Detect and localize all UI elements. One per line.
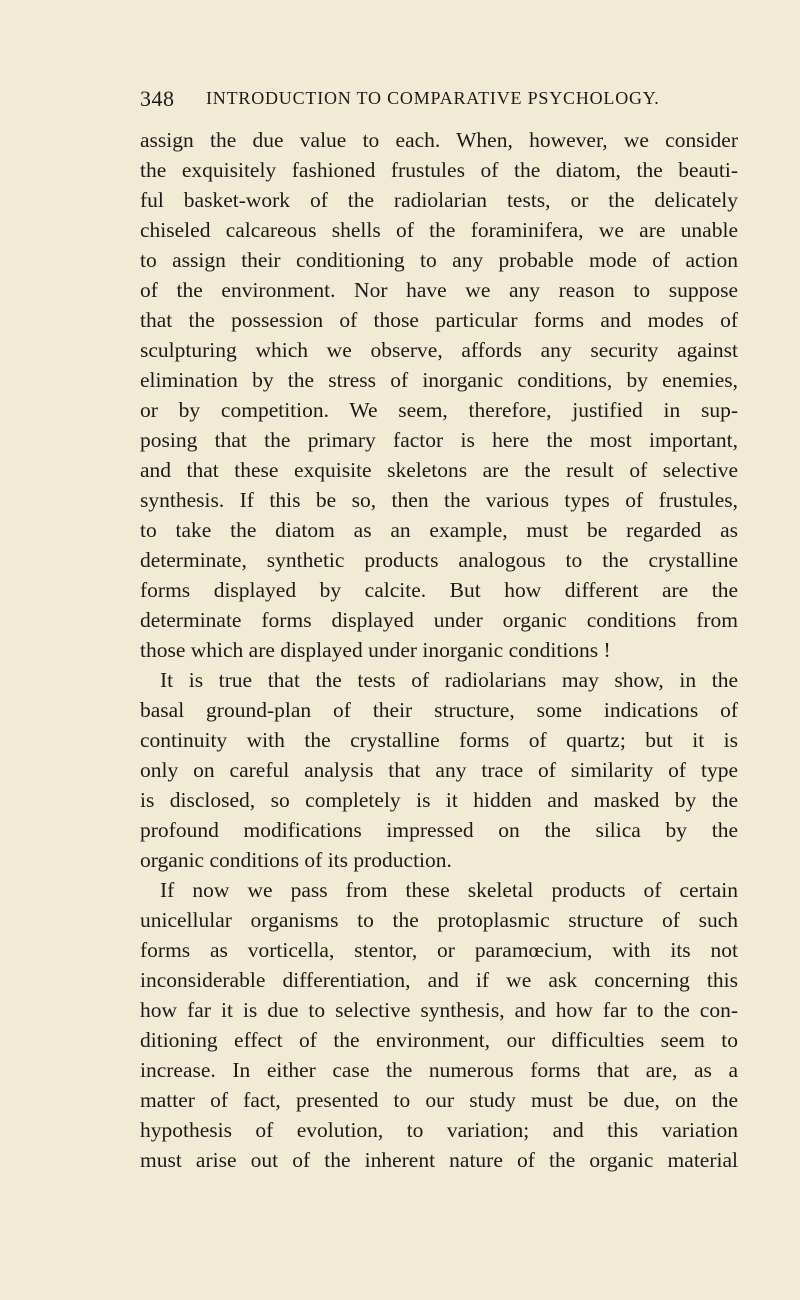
running-title: INTRODUCTION TO COMPARATIVE PSYCHOLOGY. [206, 88, 660, 108]
text-line: the exquisitely fashioned frustules of the diatom, the beauti- [140, 158, 738, 182]
text-line: unicellular organisms to the protoplasmic structure of such [140, 908, 738, 932]
text-line: ditioning effect of the environment, our difficulties seem to [140, 1028, 738, 1052]
text-line: is disclosed, so completely is it hidden and masked by the [140, 788, 738, 812]
text-line: posing that the primary factor is here the most important, [140, 428, 738, 452]
text-line: basal ground-plan of their structure, some indications of [140, 698, 738, 722]
text-line: It is true that the tests of radiolarians may show, in the [160, 668, 738, 692]
text-line: of the environment. Nor have we any reason to suppose [140, 278, 738, 302]
text-line: to take the diatom as an example, must be regarded as [140, 518, 738, 542]
text-line: that the possession of those particular forms and modes of [140, 308, 738, 332]
text-line: increase. In either case the numerous forms that are, as a [140, 1058, 738, 1082]
body-text [140, 125, 738, 1175]
text-line: continuity with the crystalline forms of quartz; but it is [140, 728, 738, 752]
text-line: organic conditions of its production. [140, 848, 452, 872]
text-line: hypothesis of evolution, to variation; and this variation [140, 1118, 738, 1142]
text-line: those which are displayed under inorganic conditions ! [140, 638, 611, 662]
text-line: If now we pass from these skeletal products of certain [160, 878, 738, 902]
text-line: and that these exquisite skeletons are the result of selective [140, 458, 738, 482]
text-line: to assign their conditioning to any probable mode of action [140, 248, 738, 272]
text-line: forms displayed by calcite. But how different are the [140, 578, 738, 602]
text-line: only on careful analysis that any trace of similarity of type [140, 758, 738, 782]
text-line: forms as vorticella, stentor, or paramœcium, with its not [140, 938, 738, 962]
text-line: sculpturing which we observe, affords any security against [140, 338, 738, 362]
text-line: or by competition. We seem, therefore, justified in sup- [140, 398, 738, 422]
text-line: must arise out of the inherent nature of the organic material [140, 1148, 738, 1172]
text-line: matter of fact, presented to our study must be due, on the [140, 1088, 738, 1112]
text-line: how far it is due to selective synthesis, and how far to the con- [140, 998, 738, 1022]
text-line: chiseled calcareous shells of the foraminifera, we are unable [140, 218, 738, 242]
text-line: synthesis. If this be so, then the various types of frustules, [140, 488, 738, 512]
text-line: determinate, synthetic products analogous to the crystalline [140, 548, 738, 572]
text-line: assign the due value to each. When, however, we consider [140, 128, 738, 152]
running-head [140, 86, 740, 116]
text-line: elimination by the stress of inorganic conditions, by enemies, [140, 368, 738, 392]
text-line: determinate forms displayed under organic conditions from [140, 608, 738, 632]
text-line: profound modifications impressed on the silica by the [140, 818, 738, 842]
text-line: ful basket-work of the radiolarian tests, or the delicately [140, 188, 738, 212]
page-number: 348 [140, 86, 175, 111]
text-line: inconsiderable differentiation, and if we ask concerning this [140, 968, 738, 992]
